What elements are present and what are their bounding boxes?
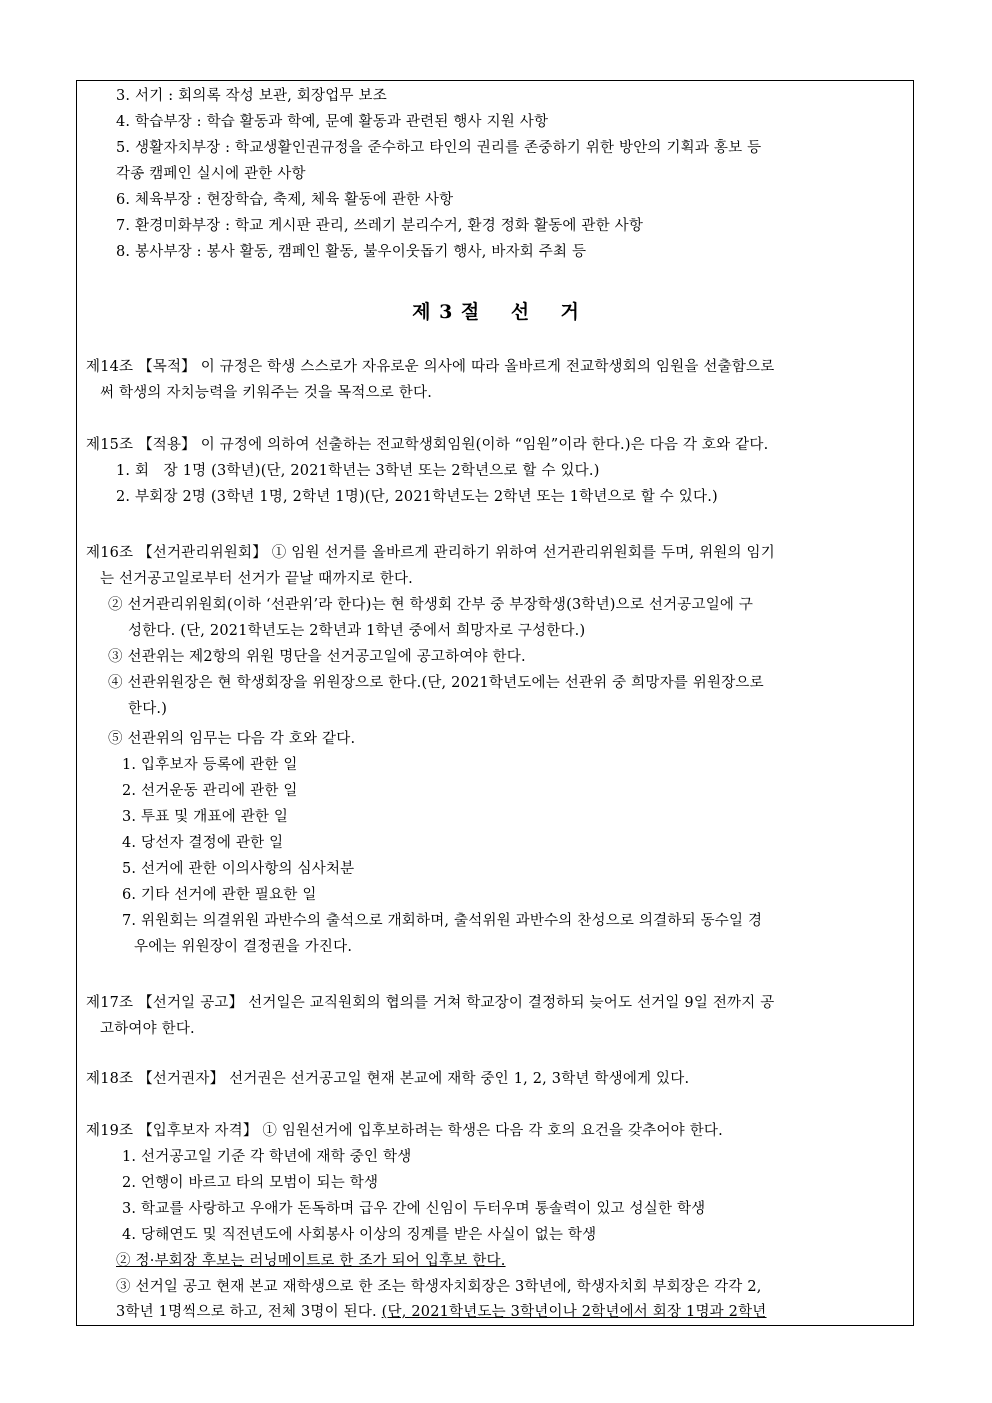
article-16-duty1: 1. 입후보자 등록에 관한 일 <box>122 757 298 773</box>
article-19-para3-text: 3학년 1명씩으로 하고, 전체 3명이 된다. <box>116 1304 382 1320</box>
article-19-para3-underlined: (단, 2021학년도는 3학년이나 2학년에서 회장 1명과 2학년 <box>381 1304 767 1320</box>
duty-study: 4. 학습부장 : 학습 활동과 학예, 문예 활동과 관련된 행사 지원 사항 <box>116 114 549 130</box>
article-15-item2: 2. 부회장 2명 (3학년 1명, 2학년 1명)(단, 2021학년도는 2학년 또는 1학년으로 할 수 있다.) <box>116 489 718 505</box>
article-16-para3: ③ 선관위는 제2항의 위원 명단을 선거공고일에 공고하여야 한다. <box>108 649 526 665</box>
article-16-para2: ② 선거관리위원회(이하 ‘선관위’라 한다)는 현 학생회 간부 중 부장학생(3학년)으로 선거공고일에 구 <box>108 597 754 613</box>
duty-secretary: 3. 서기 : 회의록 작성 보관, 회장업무 보조 <box>116 88 387 104</box>
article-15-line1: 제15조 【적용】 이 규정에 의하여 선출하는 전교학생회임원(이하 “임원”이라 한다.)은 다음 각 호와 같다. <box>86 437 769 453</box>
article-19-item4: 4. 당해연도 및 직전년도에 사회봉사 이상의 징계를 받은 사실이 없는 학생 <box>122 1227 597 1243</box>
article-19-para3: ③ 선거일 공고 현재 본교 재학생으로 한 조는 학생자치회장은 3학년에, 학생자치회 부회장은 각각 2, <box>116 1279 762 1295</box>
section-title: 제 3 절 선 거 <box>412 301 580 323</box>
article-16-duty3: 3. 투표 및 개표에 관한 일 <box>122 809 289 825</box>
article-15-item1: 1. 회 장 1명 (3학년)(단, 2021학년는 3학년 또는 2학년으로 할 수 있다.) <box>116 463 600 479</box>
article-16-duty4: 4. 당선자 결정에 관한 일 <box>122 835 284 851</box>
article-14-line1: 제14조 【목적】 이 규정은 학생 스스로가 자유로운 의사에 따라 올바르게 전교학생회의 임원을 선출함으로 <box>86 359 775 375</box>
article-19-para3-cont <box>116 1302 767 1322</box>
article-16-duty2: 2. 선거운동 관리에 관한 일 <box>122 783 298 799</box>
article-16-duty7-cont: 우에는 위원장이 결정권을 가진다. <box>134 939 353 955</box>
article-16-duty7: 7. 위원회는 의결위원 과반수의 출석으로 개회하며, 출석위원 과반수의 찬성으로 의결하되 동수일 경 <box>122 913 763 929</box>
duty-sports: 6. 체육부장 : 현장학습, 축제, 체육 활동에 관한 사항 <box>116 192 454 208</box>
article-16-para5: ⑤ 선관위의 임무는 다음 각 호와 같다. <box>108 731 356 747</box>
duty-life: 5. 생활자치부장 : 학교생활인권규정을 준수하고 타인의 권리를 존중하기 위한 방안의 기획과 홍보 등 <box>116 140 762 156</box>
duty-volunteer: 8. 봉사부장 : 봉사 활동, 캠페인 활동, 불우이웃돕기 행사, 바자회 주최 등 <box>116 244 587 260</box>
article-16-para2-cont: 성한다. (단, 2021학년도는 2학년과 1학년 중에서 희망자로 구성한다.) <box>128 623 586 639</box>
article-14-line2: 써 학생의 자치능력을 키워주는 것을 목적으로 한다. <box>100 385 433 401</box>
article-16-duty5: 5. 선거에 관한 이의사항의 심사처분 <box>122 861 355 877</box>
article-19-item3: 3. 학교를 사랑하고 우애가 돈독하며 급우 간에 신임이 두터우며 통솔력이 있고 성실한 학생 <box>122 1201 706 1217</box>
article-16-line1: 제16조 【선거관리위원회】 ① 임원 선거를 올바르게 관리하기 위하여 선거관리위원회를 두며, 위원의 임기 <box>86 545 775 561</box>
article-16-duty6: 6. 기타 선거에 관한 필요한 일 <box>122 887 317 903</box>
duty-environment: 7. 환경미화부장 : 학교 게시판 관리, 쓰레기 분리수거, 환경 정화 활동에 관한 사항 <box>116 218 644 234</box>
article-16-para4: ④ 선관위원장은 현 학생회장을 위원장으로 한다.(단, 2021학년도에는 선관위 중 희망자를 위원장으로 <box>108 675 764 691</box>
article-19-para2: ② 정·부회장 후보는 러닝메이트로 한 조가 되어 입후보 한다. <box>116 1253 506 1269</box>
article-16-para4-cont: 한다.) <box>128 701 168 717</box>
article-19-item1: 1. 선거공고일 기준 각 학년에 재학 중인 학생 <box>122 1149 412 1165</box>
article-19-line1: 제19조 【입후보자 자격】 ① 임원선거에 입후보하려는 학생은 다음 각 호의 요건을 갖추어야 한다. <box>86 1123 723 1139</box>
article-17-line2: 고하여야 한다. <box>100 1021 195 1037</box>
article-17-line1: 제17조 【선거일 공고】 선거일은 교직원회의 협의를 거쳐 학교장이 결정하되 늦어도 선거일 9일 전까지 공 <box>86 995 775 1011</box>
duty-life-cont: 각종 캠페인 실시에 관한 사항 <box>116 166 306 182</box>
article-19-item2: 2. 언행이 바르고 타의 모범이 되는 학생 <box>122 1175 379 1191</box>
article-18-line1: 제18조 【선거권자】 선거권은 선거공고일 현재 본교에 재학 중인 1, 2, 3학년 학생에게 있다. <box>86 1071 690 1087</box>
article-16-line2: 는 선거공고일로부터 선거가 끝날 때까지로 한다. <box>100 571 413 587</box>
